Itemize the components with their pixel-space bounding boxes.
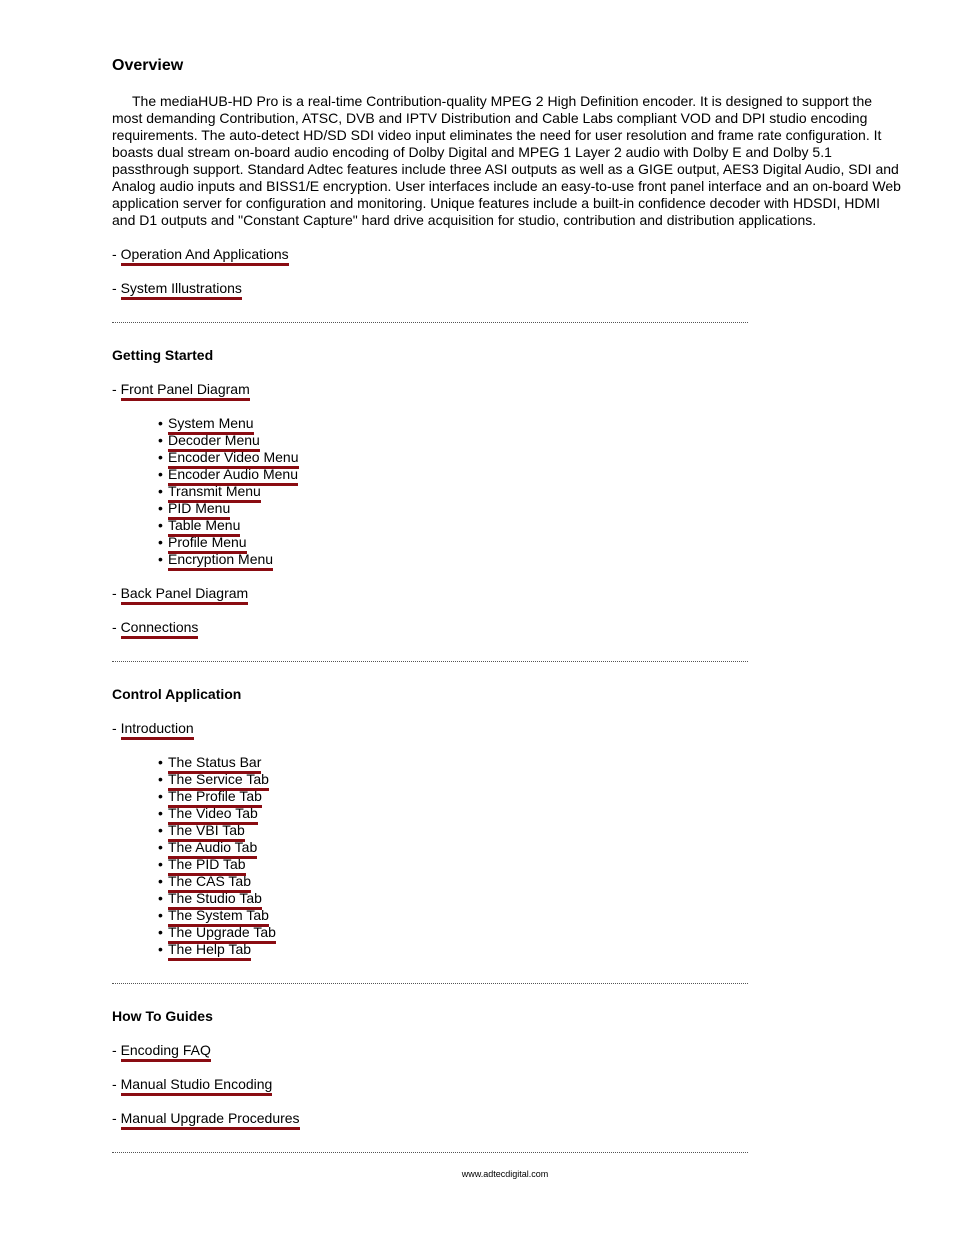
bullet-icon: • — [158, 517, 163, 533]
link-prefix: - — [112, 280, 121, 296]
list-item — [158, 500, 902, 517]
bullet-icon: • — [158, 415, 163, 431]
link-transmit-menu[interactable]: Transmit Menu — [168, 483, 261, 503]
link-encoding-faq[interactable]: Encoding FAQ — [121, 1042, 211, 1062]
link-prefix: - — [112, 381, 121, 397]
link-prefix: - — [112, 1110, 121, 1126]
link-system-tab[interactable]: The System Tab — [168, 907, 269, 927]
bullet-icon: • — [158, 754, 163, 770]
bullet-icon: • — [158, 805, 163, 821]
link-vbi-tab[interactable]: The VBI Tab — [168, 822, 245, 842]
list-item — [158, 805, 902, 822]
link-help-tab[interactable]: The Help Tab — [168, 941, 251, 961]
link-upgrade-tab[interactable]: The Upgrade Tab — [168, 924, 276, 944]
bullet-icon: • — [158, 449, 163, 465]
menu-list — [112, 415, 902, 568]
link-operation-and-applications[interactable]: Operation And Applications — [121, 246, 289, 266]
link-table-menu[interactable]: Table Menu — [168, 517, 240, 537]
list-item — [158, 788, 902, 805]
overview-title: Overview — [112, 57, 184, 74]
link-cas-tab[interactable]: The CAS Tab — [168, 873, 251, 893]
list-item — [158, 534, 902, 551]
section-divider — [112, 1152, 748, 1153]
getting-started-title: Getting Started — [112, 347, 214, 363]
list-item — [158, 873, 902, 890]
link-decoder-menu[interactable]: Decoder Menu — [168, 432, 260, 452]
list-item — [158, 449, 902, 466]
list-item — [158, 890, 902, 907]
footer-url: www.adtecdigital.com — [461, 1169, 549, 1179]
document-page — [112, 56, 902, 1153]
bullet-icon: • — [158, 483, 163, 499]
link-status-bar[interactable]: The Status Bar — [168, 754, 261, 774]
section-divider — [112, 322, 748, 323]
link-prefix: - — [112, 720, 121, 736]
section-divider — [112, 661, 748, 662]
list-item — [158, 771, 902, 788]
bullet-icon: • — [158, 771, 163, 787]
bullet-icon: • — [158, 941, 163, 957]
link-manual-studio-encoding[interactable]: Manual Studio Encoding — [121, 1076, 273, 1096]
list-item — [158, 924, 902, 941]
link-pid-tab[interactable]: The PID Tab — [168, 856, 246, 876]
how-to-guides-title: How To Guides — [112, 1008, 213, 1024]
bullet-icon: • — [158, 822, 163, 838]
list-item — [158, 517, 902, 534]
link-prefix: - — [112, 1042, 121, 1058]
link-audio-tab[interactable]: The Audio Tab — [168, 839, 257, 859]
link-row-operation — [112, 246, 902, 263]
list-item — [158, 466, 902, 483]
bullet-icon: • — [158, 551, 163, 567]
bullet-icon: • — [158, 907, 163, 923]
link-prefix: - — [112, 1076, 121, 1092]
link-studio-tab[interactable]: The Studio Tab — [168, 890, 262, 910]
list-item — [158, 856, 902, 873]
link-prefix: - — [112, 246, 121, 262]
link-pid-menu[interactable]: PID Menu — [168, 500, 230, 520]
link-row-illustrations — [112, 280, 902, 297]
link-encryption-menu[interactable]: Encryption Menu — [168, 551, 273, 571]
bullet-icon: • — [158, 856, 163, 872]
link-row-manual-studio — [112, 1076, 902, 1093]
link-row-back-panel — [112, 585, 902, 602]
link-prefix: - — [112, 585, 121, 601]
link-encoder-video-menu[interactable]: Encoder Video Menu — [168, 449, 299, 469]
bullet-icon: • — [158, 890, 163, 906]
link-back-panel-diagram[interactable]: Back Panel Diagram — [121, 585, 249, 605]
link-row-manual-upgrade — [112, 1110, 902, 1127]
link-profile-menu[interactable]: Profile Menu — [168, 534, 247, 554]
control-application-title: Control Application — [112, 686, 242, 702]
list-item — [158, 432, 902, 449]
link-connections[interactable]: Connections — [121, 619, 199, 639]
list-item — [158, 754, 902, 771]
overview-paragraph: The mediaHUB-HD Pro is a real-time Contribution-quality MPEG 2 High Definition encoder. It is designed to support the most demanding Contribution, ATSC, DVB and IPTV Distribution and Cable Labs compliant VOD and DPI studio encoding requirements. The auto-detect HD/SD SDI video input eliminates the need for user resolution and frame rate configuration. It boasts dual stream on-board audio encoding of Dolby Digital and MPEG 1 Layer 2 audio with Dolby E and Dolby 5.1 passthrough support. Standard Adtec features include three ASI outputs as well as a GIGE output, AES3 Digital Audio, SDI and Analog audio inputs and BISS1/E encryption. User interfaces include an easy-to-use front panel interface and an on-board Web application server for configuration and monitoring. Unique features include a built-in confidence decoder with HDSDI, HDMI and D1 outputs and "Constant Capture" hard drive acquisition for studio, contribution and distribution applications. — [112, 93, 901, 228]
link-system-menu[interactable]: System Menu — [168, 415, 254, 435]
bullet-icon: • — [158, 924, 163, 940]
bullet-icon: • — [158, 873, 163, 889]
link-prefix: - — [112, 619, 121, 635]
link-service-tab[interactable]: The Service Tab — [168, 771, 269, 791]
link-row-front-panel — [112, 381, 902, 398]
link-video-tab[interactable]: The Video Tab — [168, 805, 258, 825]
section-divider — [112, 983, 748, 984]
list-item — [158, 551, 902, 568]
link-profile-tab[interactable]: The Profile Tab — [168, 788, 262, 808]
link-row-connections — [112, 619, 902, 636]
list-item — [158, 415, 902, 432]
bullet-icon: • — [158, 432, 163, 448]
link-manual-upgrade-procedures[interactable]: Manual Upgrade Procedures — [121, 1110, 300, 1130]
list-item — [158, 839, 902, 856]
tab-list — [112, 754, 902, 958]
link-introduction[interactable]: Introduction — [121, 720, 194, 740]
bullet-icon: • — [158, 466, 163, 482]
list-item — [158, 907, 902, 924]
bullet-icon: • — [158, 534, 163, 550]
list-item — [158, 822, 902, 839]
link-encoder-audio-menu[interactable]: Encoder Audio Menu — [168, 466, 298, 486]
bullet-icon: • — [158, 788, 163, 804]
bullet-icon: • — [158, 500, 163, 516]
link-front-panel-diagram[interactable]: Front Panel Diagram — [121, 381, 250, 401]
link-system-illustrations[interactable]: System Illustrations — [121, 280, 242, 300]
link-row-introduction — [112, 720, 902, 737]
bullet-icon: • — [158, 839, 163, 855]
link-row-encoding-faq — [112, 1042, 902, 1059]
